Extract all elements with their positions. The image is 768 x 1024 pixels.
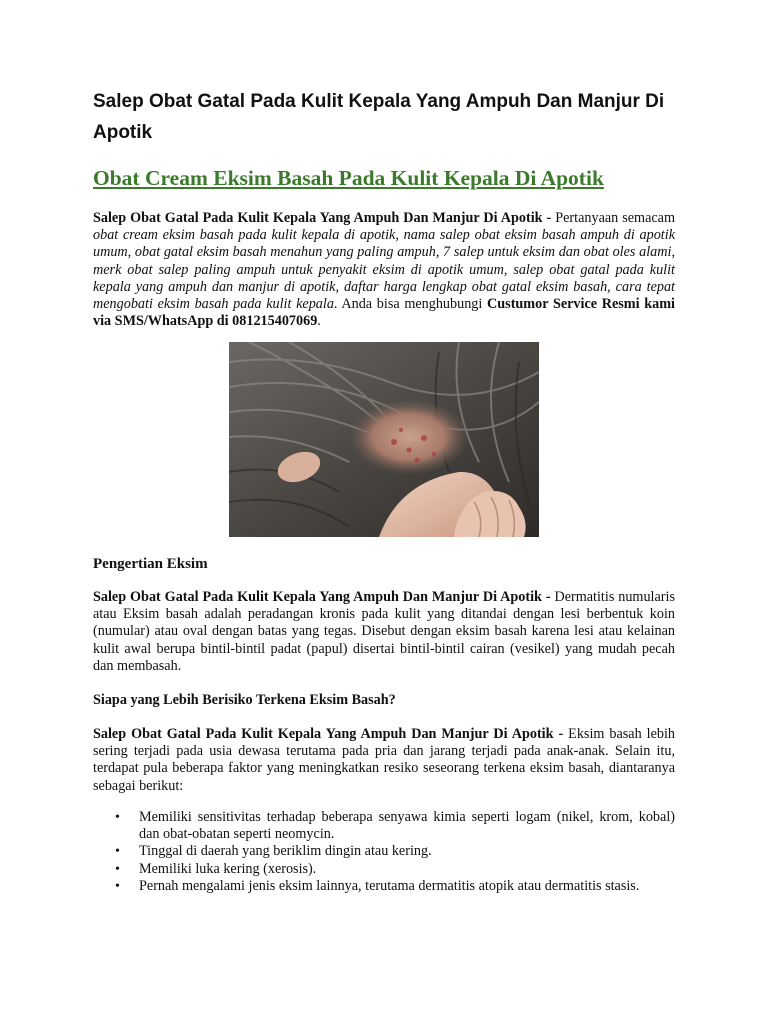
intro-lead-text: Pertanyaan semacam bbox=[555, 210, 676, 226]
list-item: • Pernah mengalami jenis eksim lainnya, terutama dermatitis atopik atau dermatitis stasis. bbox=[115, 877, 640, 894]
article-subtitle-link[interactable]: Obat Cream Eksim Basah Pada Kulit Kepala Di Apotik bbox=[93, 166, 604, 190]
bullet-icon: • bbox=[115, 878, 120, 894]
risk-text: Eksim basah lebih sering terjadi pada usia dewasa terutama pada pria dan jarang terjadi pada anak-anak. Selain itu, terdapat pula beberapa faktor yang meningkatkan resiko seseorang terkena eksim basah, diantaranya sebagai berikut: bbox=[93, 726, 675, 794]
intro-paragraph: Salep Obat Gatal Pada Kulit Kepala Yang Ampuh Dan Manjur Di Apotik - Pertanyaan semacam obat cream eksim basah pada kulit kepala di apotik, nama salep obat eksim basah ampuh di apotik umum, obat gatal eksim basah menahun yang paling ampuh, 7 salep untuk eksim dan obat oles alami, merk obat salep paling ampuh untuk penyakit eksim di apotik umum, salep obat gatal pada kulit kepala yang ampuh dan manjur di apotik, daftar harga lengkap obat gatal eksim basah, cara tepat mengobati eksim basah pada kulit kepala. Anda bisa menghubungi Custumor Service Resmi kami via SMS/WhatsApp di 081215407069. bbox=[93, 210, 676, 330]
scalp-eczema-photo bbox=[229, 342, 539, 537]
list-item: • Memiliki luka kering (xerosis). bbox=[115, 860, 317, 877]
definition-paragraph bbox=[93, 589, 675, 675]
definition-text: Dermatitis numularis atau Eksim basah adalah peradangan kronis pada kulit yang ditandai dengan lesi berbentuk koin (numular) atau oval dengan batas yang tegas. Disebut dengan eksim basah karena lesi atau kelainan kulit awal berupa bintil-bintil padat (papul) disertai bintil-bintil cairan (vesikel) yang mudah pecah dan membasah. bbox=[93, 589, 675, 674]
intro-keywords: obat cream eksim basah pada kulit kepala di apotik, nama salep obat eksim basah ampuh di apotik umum, obat gatal eksim basah menahun yang paling ampuh, 7 salep untuk eksim dan obat oles alami, merk obat salep paling ampuh untuk penyakit eksim di apotik umum, salep obat gatal pada kulit kepala yang ampuh dan manjur di apotik, daftar harga lengkap obat gatal eksim basah, cara tepat mengobati eksim basah pada kulit kepala bbox=[93, 227, 675, 313]
intro-after-keywords: . Anda bisa menghubungi bbox=[333, 296, 488, 313]
intro-lead: Salep Obat Gatal Pada Kulit Kepala Yang Ampuh Dan Manjur Di Apotik - bbox=[93, 210, 556, 226]
definition-lead: Salep Obat Gatal Pada Kulit Kepala Yang Ampuh Dan Manjur Di Apotik - bbox=[93, 589, 555, 605]
bullet-icon: • bbox=[115, 861, 120, 877]
list-item: • Tinggal di daerah yang beriklim dingin atau kering. bbox=[115, 843, 432, 860]
bullet-icon: • bbox=[115, 810, 120, 825]
page-title: Salep Obat Gatal Pada Kulit Kepala Yang Ampuh Dan Manjur Di Apotik bbox=[93, 91, 665, 143]
risk-lead: Salep Obat Gatal Pada Kulit Kepala Yang Ampuh Dan Manjur Di Apotik - bbox=[93, 726, 569, 742]
risk-paragraph bbox=[93, 726, 675, 795]
section-heading-definition: Pengertian Eksim bbox=[93, 556, 208, 572]
risk-factor-list bbox=[93, 809, 675, 895]
bullet-icon: • bbox=[115, 844, 120, 860]
list-item: • Memiliki sensitivitas terhadap beberapa senyawa kimia seperti logam (nikel, krom, kobal) dan obat-obatan seperti neomycin. bbox=[115, 809, 675, 843]
contact-info: Custumor Service Resmi kami via SMS/WhatsApp di 081215407069 bbox=[93, 296, 675, 330]
section-heading-risk: Siapa yang Lebih Berisiko Terkena Eksim Basah? bbox=[93, 692, 396, 708]
